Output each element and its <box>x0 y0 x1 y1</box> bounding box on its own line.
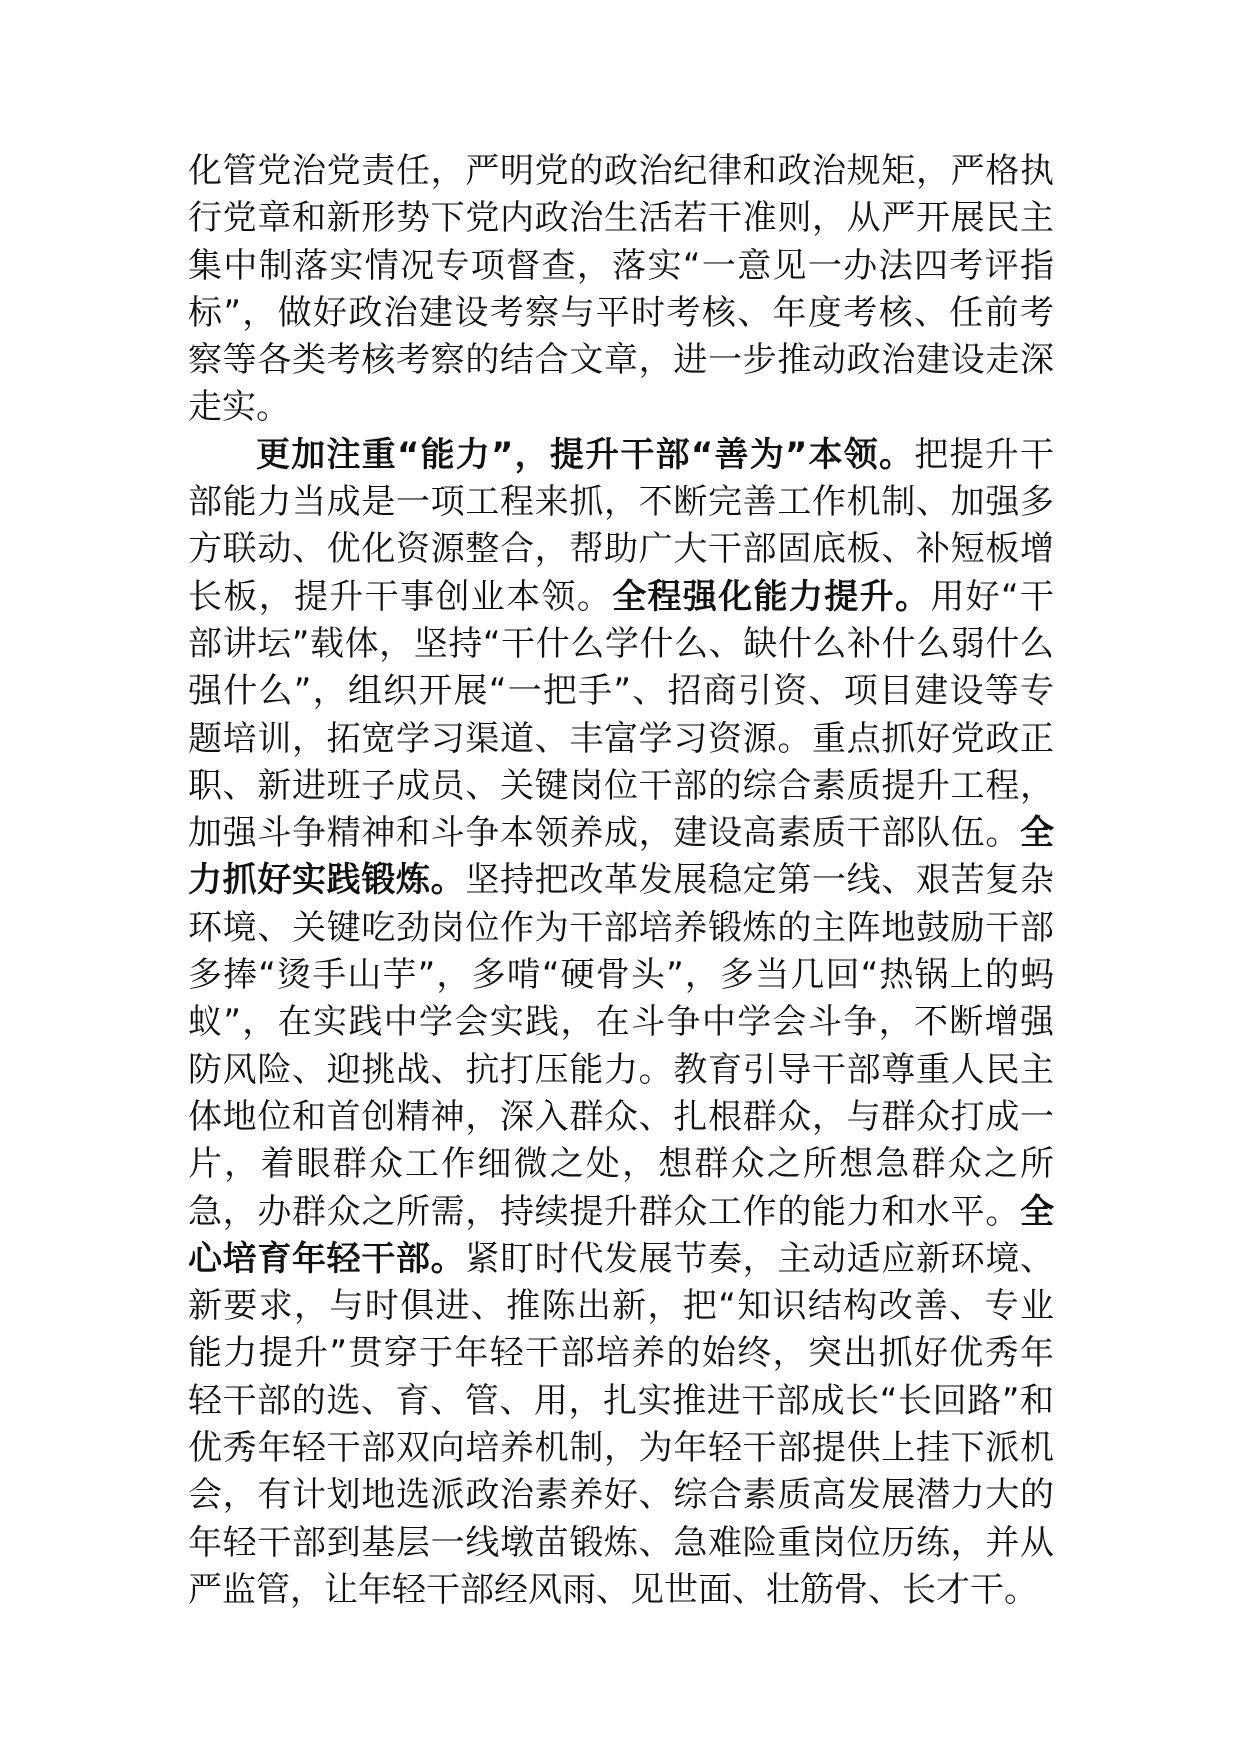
subheading-young-cadres: 全心培育年轻干部。 <box>188 1191 1054 1279</box>
paragraph-text: 紧盯时代发展节奏，主动适应新环境、新要求，与时俱进、推陈出新，把“知识结构改善、专业能力提升”贯穿于年轻干部培养的始终，突出抓好优秀年轻干部的选、育、管、用，扎实推进干部成长“长回路”和优秀年轻干部双向培养机制，为年轻干部提供上挂下派机会，有计划地选派政治素养好、综合素质高发展潜力大的年轻干部到基层一线墩苗锻炼、急难险重岗位历练，并从严监管，让年轻干部经风雨、见世面、壮筋骨、长才干。 <box>188 1238 1055 1610</box>
subheading-capability-improvement: 全程强化能力提升。 <box>612 576 931 617</box>
section-heading-capability: 更加注重“能力”，提升干部“善为”本领。 <box>256 434 915 475</box>
paragraph-text: 把提升干部能力当成是一项工程来抓，不断完善工作机制、加强多方联动、优化资源整合，帮助广大干部固底板、补短板增长板，提升干事创业本领。 <box>188 434 1054 617</box>
document-page <box>188 148 1054 1614</box>
paragraph-text: 用好“干部讲坛”载体，坚持“干什么学什么、缺什么补什么弱什么强什么”，组织开展“一把手”、招商引资、项目建设等专题培训，拓宽学习渠道、丰富学习资源。重点抓好党政正职、新进班子成员、关键岗位干部的综合素质提升工程，加强斗争精神和斗争本领养成，建设高素质干部队伍。 <box>188 576 1054 854</box>
paragraph-political-building <box>188 148 1054 432</box>
paragraph-text: 化管党治党责任，严明党的政治纪律和政治规矩，严格执行党章和新形势下党内政治生活若干准则，从严开展民主集中制落实情况专项督查，落实“一意见一办法四考评指标”，做好政治建设考察与平时考核、年度考核、任前考察等各类考核考察的结合文章，进一步推动政治建设走深走实。 <box>188 151 1054 428</box>
subheading-practice-training: 全力抓好实践锻炼。 <box>188 813 1054 901</box>
paragraph-capability <box>188 432 1054 1614</box>
paragraph-text: 坚持把改革发展稳定第一线、艰苦复杂环境、关键吃劲岗位作为干部培养锻炼的主阵地鼓励干部多捧“烫手山芋”，多啃“硬骨头”，多当几回“热锅上的蚂蚁”，在实践中学会实践，在斗争中学会斗争，不断增强防风险、迎挑战、抗打压能力。教育引导干部尊重人民主体地位和首创精神，深入群众、扎根群众，与群众打成一片，着眼群众工作细微之处，想群众之所想急群众之所急，办群众之所需，持续提升群众工作的能力和水平。 <box>188 860 1055 1232</box>
